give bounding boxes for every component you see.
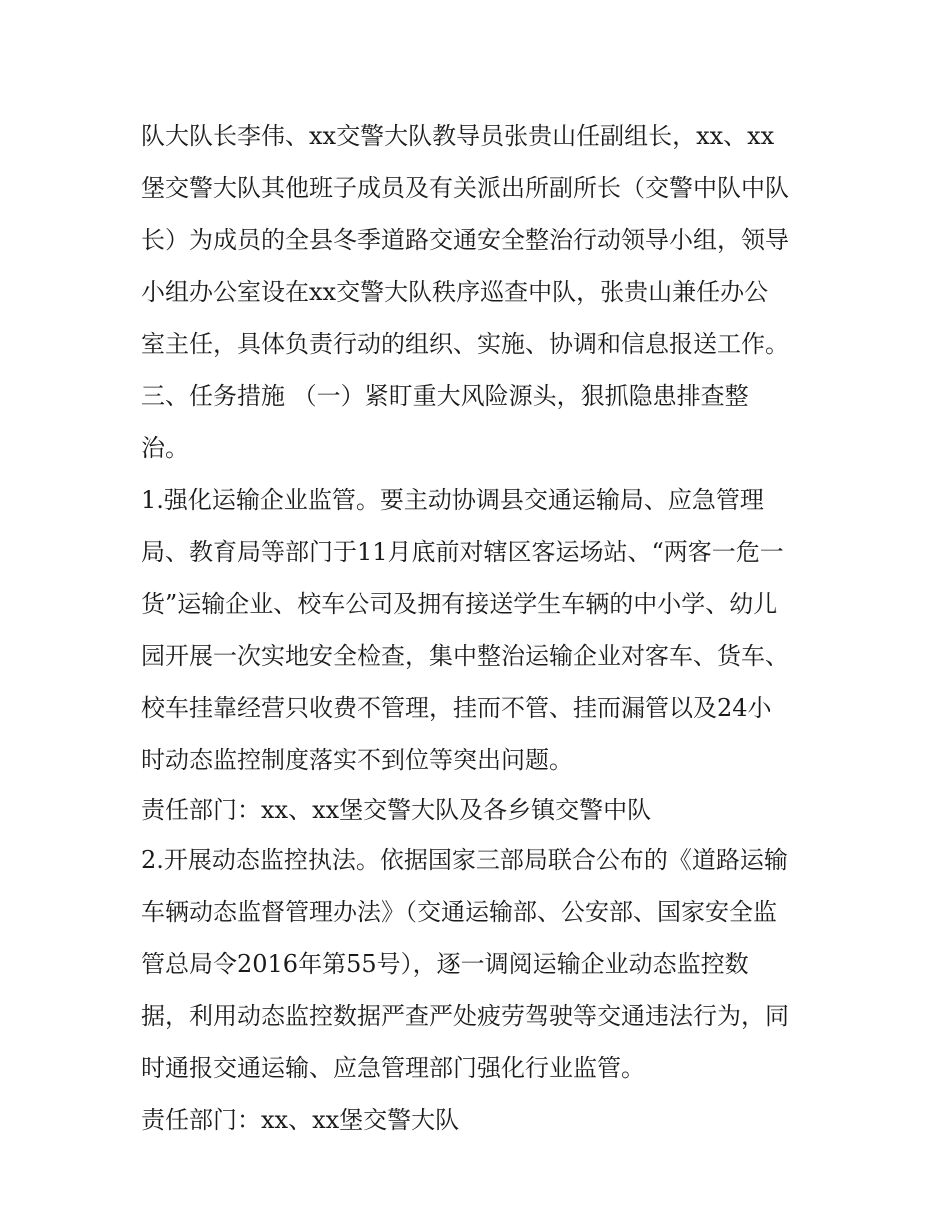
responsibility-line: 责任部门：xx、xx堡交警大队及各乡镇交警中队 [141,796,652,824]
text-line: 时动态监控制度落实不到位等突出问题。 [141,746,573,774]
text-line: 局、教育局等部门于11月底前对辖区客运场站、“两客一危一 [141,538,784,566]
text-line: 1.强化运输企业监管。要主动协调县交通运输局、应急管理 [141,486,764,514]
text-line: 据，利用动态监控数据严查严处疲劳驾驶等交通违法行为，同 [141,1002,789,1030]
text-line: 校车挂靠经营只收费不管理，挂而不管、挂而漏管以及24小 [141,694,772,722]
responsibility-line: 责任部门：xx、xx堡交警大队 [141,1106,460,1134]
document-body [141,110,821,1146]
text-line: 园开展一次实地安全检查，集中整治运输企业对客车、货车、 [141,642,789,670]
text-line: 小组办公室设在xx交警大队秩序巡查中队，张贵山兼任办公 [141,278,769,306]
text-line: 2.开展动态监控执法。依据国家三部局联合公布的《道路运输 [141,846,788,874]
text-line: 时通报交通运输、应急管理部门强化行业监管。 [141,1054,645,1082]
text-line: 车辆动态监督管理办法》（交通运输部、公安部、国家安全监 [141,898,777,926]
text-line: 室主任，具体负责行动的组织、实施、协调和信息报送工作。 [141,330,789,358]
section-heading-line: 三、任务措施 （一）紧盯重大风险源头，狠抓隐患排查整 [141,382,749,410]
text-line: 长）为成员的全县冬季道路交通安全整治行动领导小组，领导 [141,226,789,254]
text-line: 管总局令2016年第55号），逐一调阅运输企业动态监控数 [141,950,749,978]
text-line: 货”运输企业、校车公司及拥有接送学生车辆的中小学、幼儿 [141,590,778,618]
text-line: 堡交警大队其他班子成员及有关派出所副所长（交警中队中队 [141,174,789,202]
section-heading-line: 治。 [141,434,189,462]
text-line: 队大队长李伟、xx交警大队教导员张贵山任副组长，xx、xx [141,122,775,150]
